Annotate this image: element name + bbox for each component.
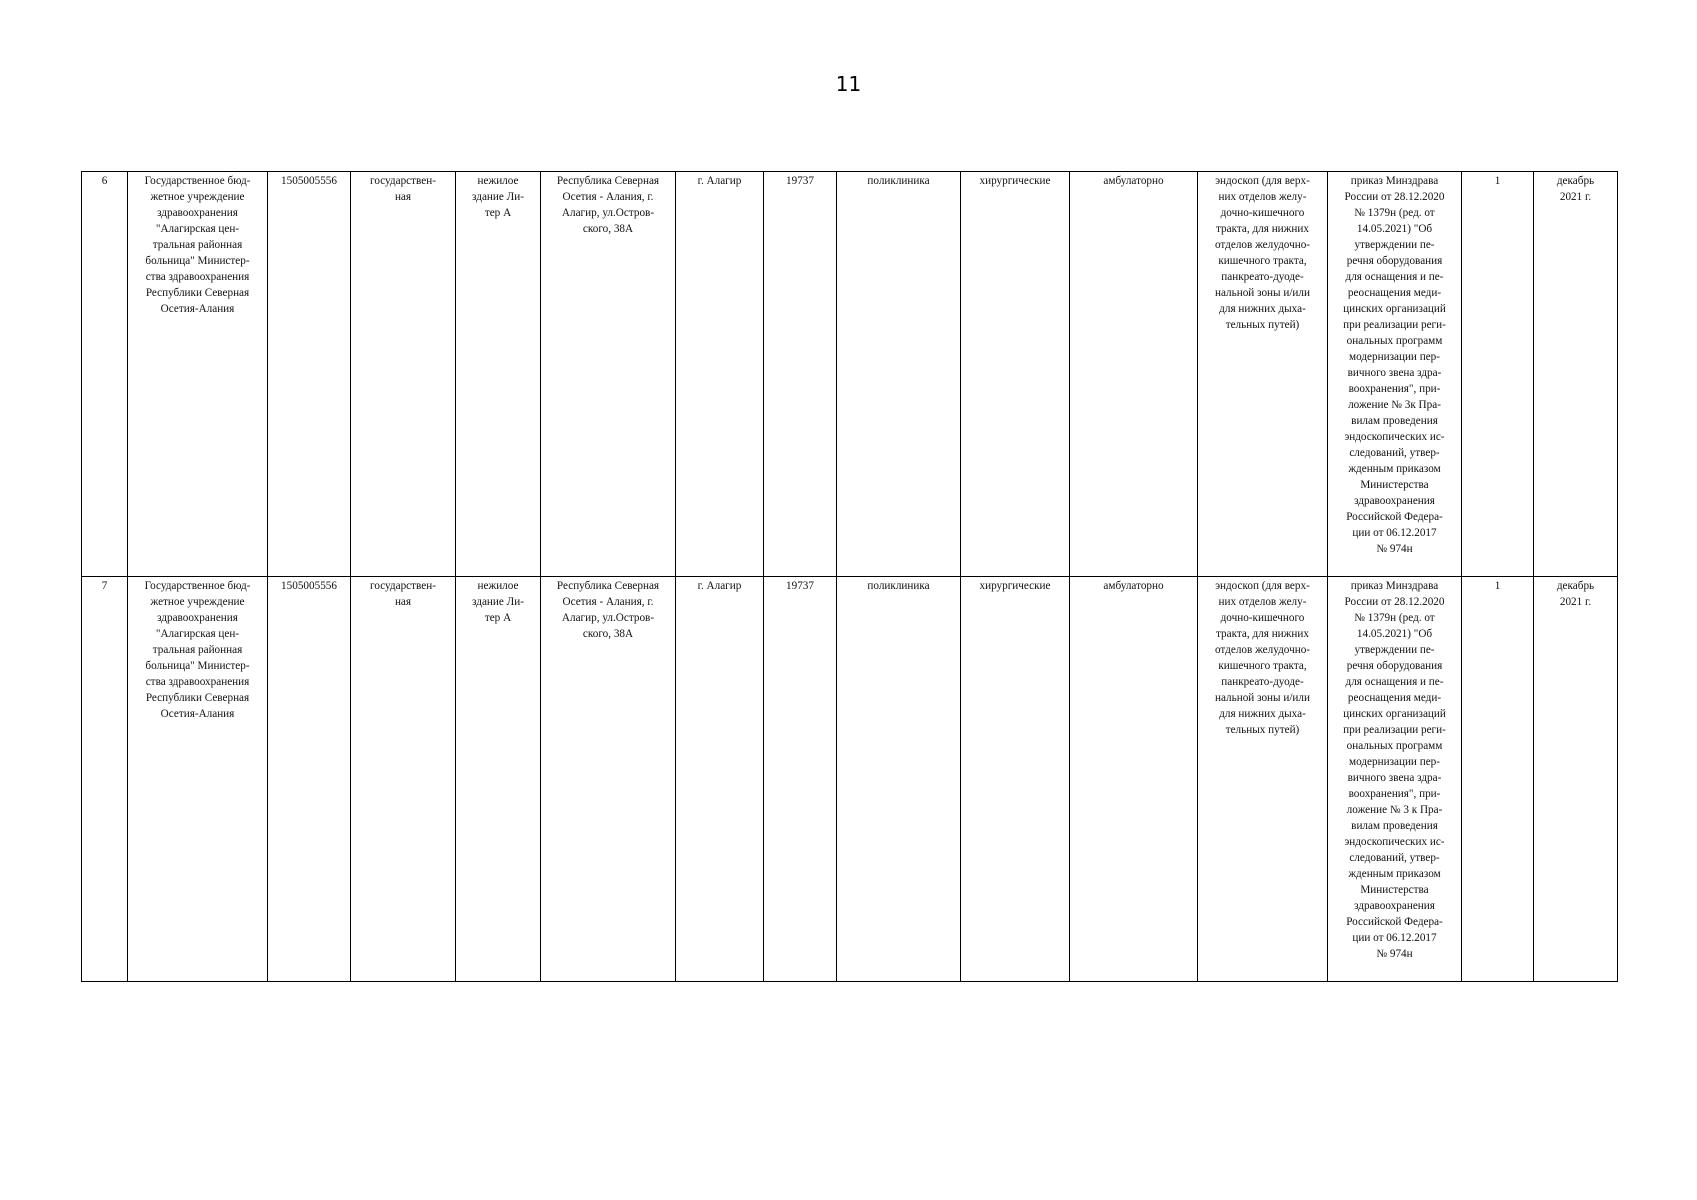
facility-cell: поликлиника (837, 172, 961, 577)
quantity-cell: 1 (1462, 172, 1534, 577)
basis-cell: приказ Минздрава России от 28.12.2020 № 1379н (ред. от 14.05.2021) "Об утверждении пе- речня оборудования для оснащения и пе- реоснащения меди- цинских организаций при реализации реги- ональных программ модернизации пер- вичного звена здра- воохранения", при- ложение № 3к Пра- вилам проведения эндоскопических ис- следований, утвер- жденным приказом Министерства здравоохранения Российской Федера- ции от 06.12.2017 № 974н (1328, 172, 1462, 577)
ownership-cell: государствен- ная (351, 577, 456, 982)
date-cell: декабрь 2021 г. (1534, 577, 1618, 982)
profile-cell: хирургические (961, 172, 1070, 577)
facility-cell: поликлиника (837, 577, 961, 982)
condition-cell: амбулаторно (1070, 172, 1198, 577)
profile-cell: хирургические (961, 577, 1070, 982)
city-cell: г. Алагир (676, 172, 764, 577)
population-cell: 19737 (764, 172, 837, 577)
row-number-cell: 6 (82, 172, 128, 577)
equipment-cell: эндоскоп (для верх- них отделов желу- дочно-кишечного тракта, для нижних отделов желудочно- кишечного тракта, панкреато-дуоде- нальной зоны и/или для нижних дыха- тельных путей) (1198, 577, 1328, 982)
basis-cell: приказ Минздрава России от 28.12.2020 № 1379н (ред. от 14.05.2021) "Об утверждении пе- речня оборудования для оснащения и пе- реоснащения меди- цинских организаций при реализации реги- ональных программ модернизации пер- вичного звена здра- воохранения", при- ложение № 3 к Пра- вилам проведения эндоскопических ис- следований, утвер- жденным приказом Министерства здравоохранения Российской Федера- ции от 06.12.2017 № 974н (1328, 577, 1462, 982)
equipment-cell: эндоскоп (для верх- них отделов желу- дочно-кишечного тракта, для нижних отделов желудочно- кишечного тракта, панкреато-дуоде- нальной зоны и/или для нижних дыха- тельных путей) (1198, 172, 1328, 577)
organization-cell: Государственное бюд- жетное учреждение здравоохранения "Алагирская цен- тральная районная больница" Министер- ства здравоохранения Республики Северная Осетия-Алания (128, 172, 268, 577)
building-cell: нежилое здание Ли- тер А (456, 577, 541, 982)
city-cell: г. Алагир (676, 577, 764, 982)
organization-cell: Государственное бюд- жетное учреждение здравоохранения "Алагирская цен- тральная районная больница" Министер- ства здравоохранения Республики Северная Осетия-Алания (128, 577, 268, 982)
address-cell: Республика Северная Осетия - Алания, г. Алагир, ул.Остров- ского, 38А (541, 577, 676, 982)
inn-cell: 1505005556 (268, 172, 351, 577)
ownership-cell: государствен- ная (351, 172, 456, 577)
page-number: 11 (835, 72, 862, 96)
table-row (82, 577, 1618, 982)
equipment-table (81, 171, 1618, 982)
address-cell: Республика Северная Осетия - Алания, г. Алагир, ул.Остров- ского, 38А (541, 172, 676, 577)
quantity-cell: 1 (1462, 577, 1534, 982)
table-row (82, 172, 1618, 577)
population-cell: 19737 (764, 577, 837, 982)
row-number-cell: 7 (82, 577, 128, 982)
building-cell: нежилое здание Ли- тер А (456, 172, 541, 577)
inn-cell: 1505005556 (268, 577, 351, 982)
date-cell: декабрь 2021 г. (1534, 172, 1618, 577)
condition-cell: амбулаторно (1070, 577, 1198, 982)
